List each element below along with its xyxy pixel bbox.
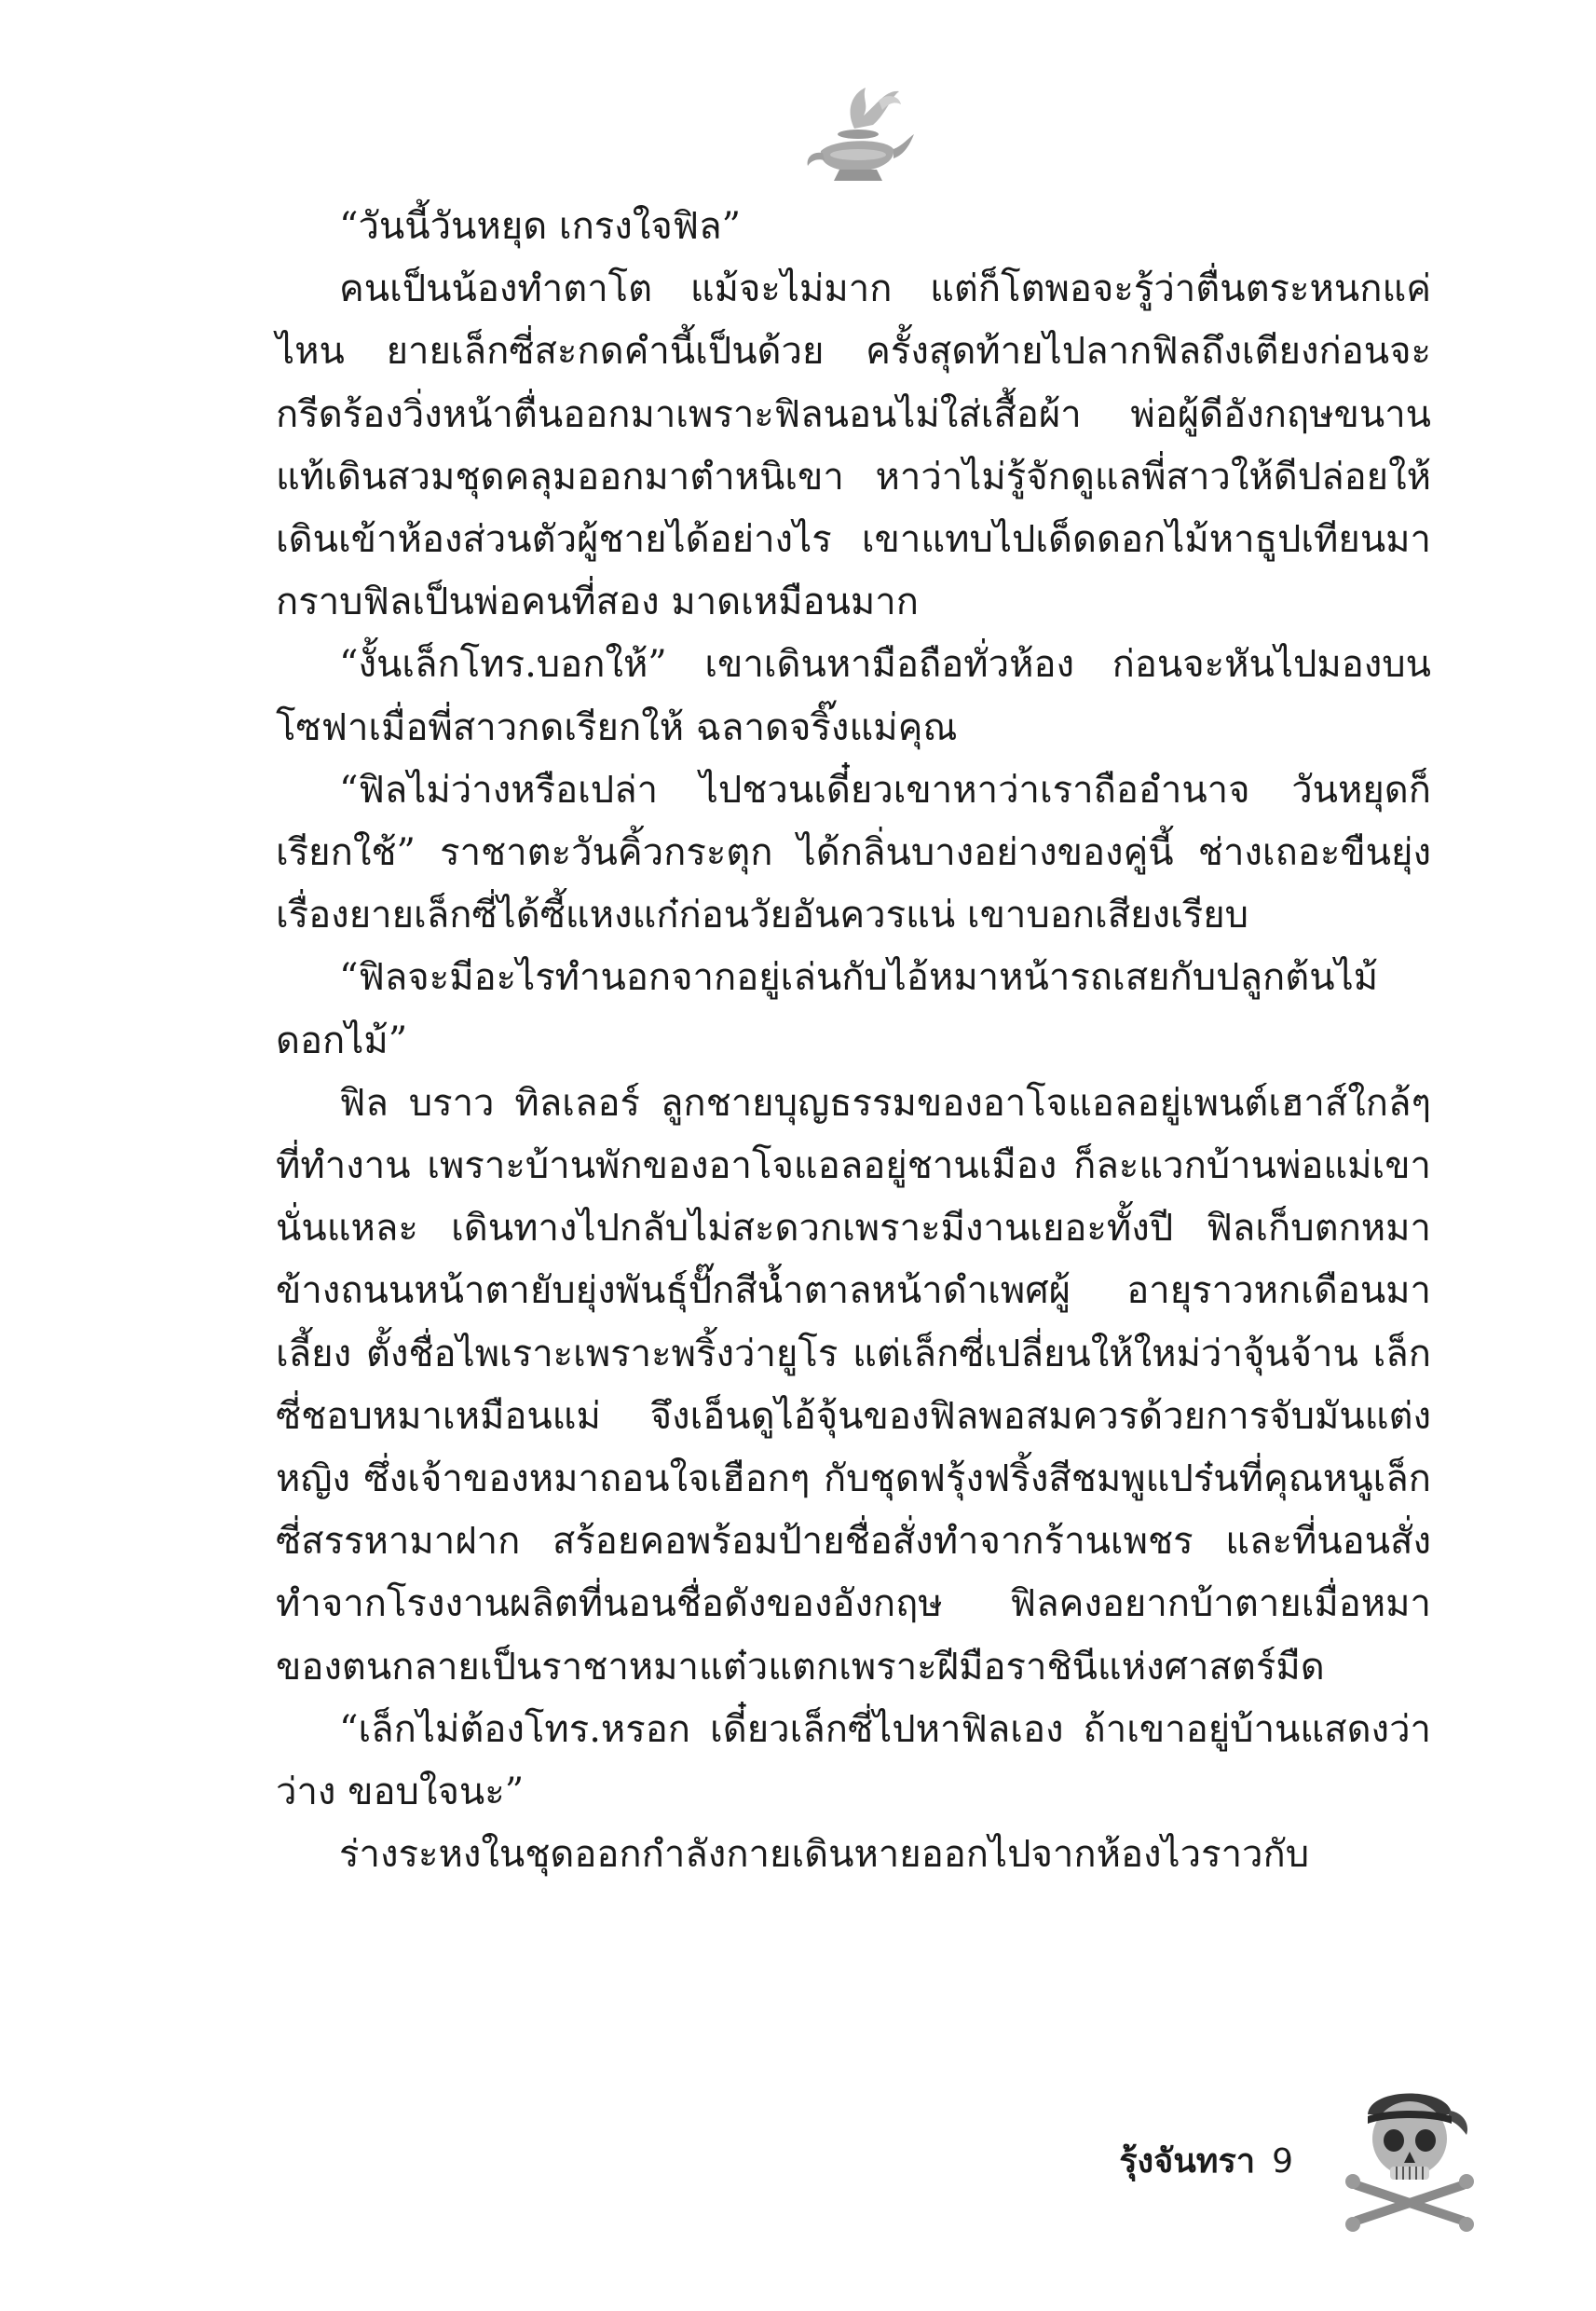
genie-lamp-icon (797, 73, 918, 194)
paragraph: ฟิล บราว ทิลเลอร์ ลูกชายบุญธรรมของอาโจแอลอยู่เพนต์เฮาส์ใกล้ๆ ที่ทำงาน เพราะบ้านพักของอาโจแอลอยู่ชานเมือง ก็ละแวกบ้านพ่อแม่เขานั่นแหละ เดินทางไปกลับไม่สะดวกเพราะมีงานเยอะทั้งปี ฟิลเก็บตกหมาข้างถนนหน้าตายับยุ่งพันธุ์ปั๊กสีน้ำตาลหน้าดำเพศผู้ อายุราวหกเดือนมาเลี้ยง ตั้งชื่อไพเราะเพราะพริ้งว่ายูโร แต่เล็กซี่เปลี่ยนให้ใหม่ว่าจุ้นจ้าน เล็กซี่ชอบหมาเหมือนแม่ จึงเอ็นดูไอ้จุ้นของฟิลพอสมควรด้วยการจับมันแต่งหญิง ซึ่งเจ้าของหมาถอนใจเฮือกๆ กับชุดฟรุ้งฟริ้งสีชมพูแปร๋นที่คุณหนูเล็กซี่สรรหามาฝาก สร้อยคอพร้อมป้ายชื่อสั่งทำจากร้านเพชร และที่นอนสั่งทำจากโรงงานผลิตที่นอนชื่อดังของอังกฤษ ฟิลคงอยากบ้าตายเมื่อหมาของตนกลายเป็นราชาหมาแต๋วแตกเพราะฝีมือราชินีแห่งศาสตร์มืด (276, 1081, 1431, 1689)
paragraph: “ฟิลจะมีอะไรทำนอกจากอยู่เล่นกับไอ้หมาหน้ารถเสยกับปลูกต้นไม้ดอกไม้” (276, 956, 1379, 1062)
paragraph: ร่างระหงในชุดออกกำลังกายเดินหายออกไปจากห้องไวราวกับ (339, 1833, 1310, 1877)
paragraph: “เล็กไม่ต้องโทร.หรอก เดี๋ยวเล็กซี่ไปหาฟิลเอง ถ้าเขาอยู่บ้านแสดงว่าว่าง ขอบใจนะ” (276, 1707, 1431, 1814)
page-number: 9 (1272, 2142, 1293, 2181)
paragraph: “ฟิลไม่ว่างหรือเปล่า ไปชวนเดี๋ยวเขาหาว่าเราถืออำนาจ วันหยุดก็เรียกใช้” ราชาตะวันคิ้วกระตุก ได้กลิ่นบางอย่างของคู่นี้ ช่างเถอะขืนยุ่งเรื่องยายเล็กซี่ได้ซี้แหงแก๋ก่อนวัยอันควรแน่ เขาบอกเสียงเรียบ (276, 768, 1431, 937)
running-footer (1119, 2134, 1293, 2187)
body-text (276, 196, 1431, 1886)
paragraph: “งั้นเล็กโทร.บอกให้” เขาเดินหามือถือทั่วห้อง ก่อนจะหันไปมองบนโซฟาเมื่อพี่สาวกดเรียกให้ ฉลาดจริ๊งแม่คุณ (276, 643, 1431, 749)
paragraph: คนเป็นน้องทำตาโต แม้จะไม่มาก แต่ก็โตพอจะรู้ว่าตื่นตระหนกแค่ไหน ยายเล็กซี่สะกดคำนี้เป็นด้วย ครั้งสุดท้ายไปลากฟิลถึงเตียงก่อนจะกรีดร้องวิ่งหน้าตื่นออกมาเพราะฟิลนอนไม่ใส่เสื้อผ้า พ่อผู้ดีอังกฤษขนานแท้เดินสวมชุดคลุมออกมาตำหนิเขา หาว่าไม่รู้จักดูแลพี่สาวให้ดีปล่อยให้เดินเข้าห้องส่วนตัวผู้ชายได้อย่างไร เขาแทบไปเด็ดดอกไม้หาธูปเทียนมากราบฟิลเป็นพ่อคนที่สอง มาดเหมือนมาก (276, 267, 1431, 624)
pirate-skull-icon (1340, 2073, 1480, 2232)
book-title: รุ้งจันทรา (1119, 2142, 1256, 2181)
paragraph: “วันนี้วันหยุด เกรงใจฟิล” (339, 205, 742, 248)
